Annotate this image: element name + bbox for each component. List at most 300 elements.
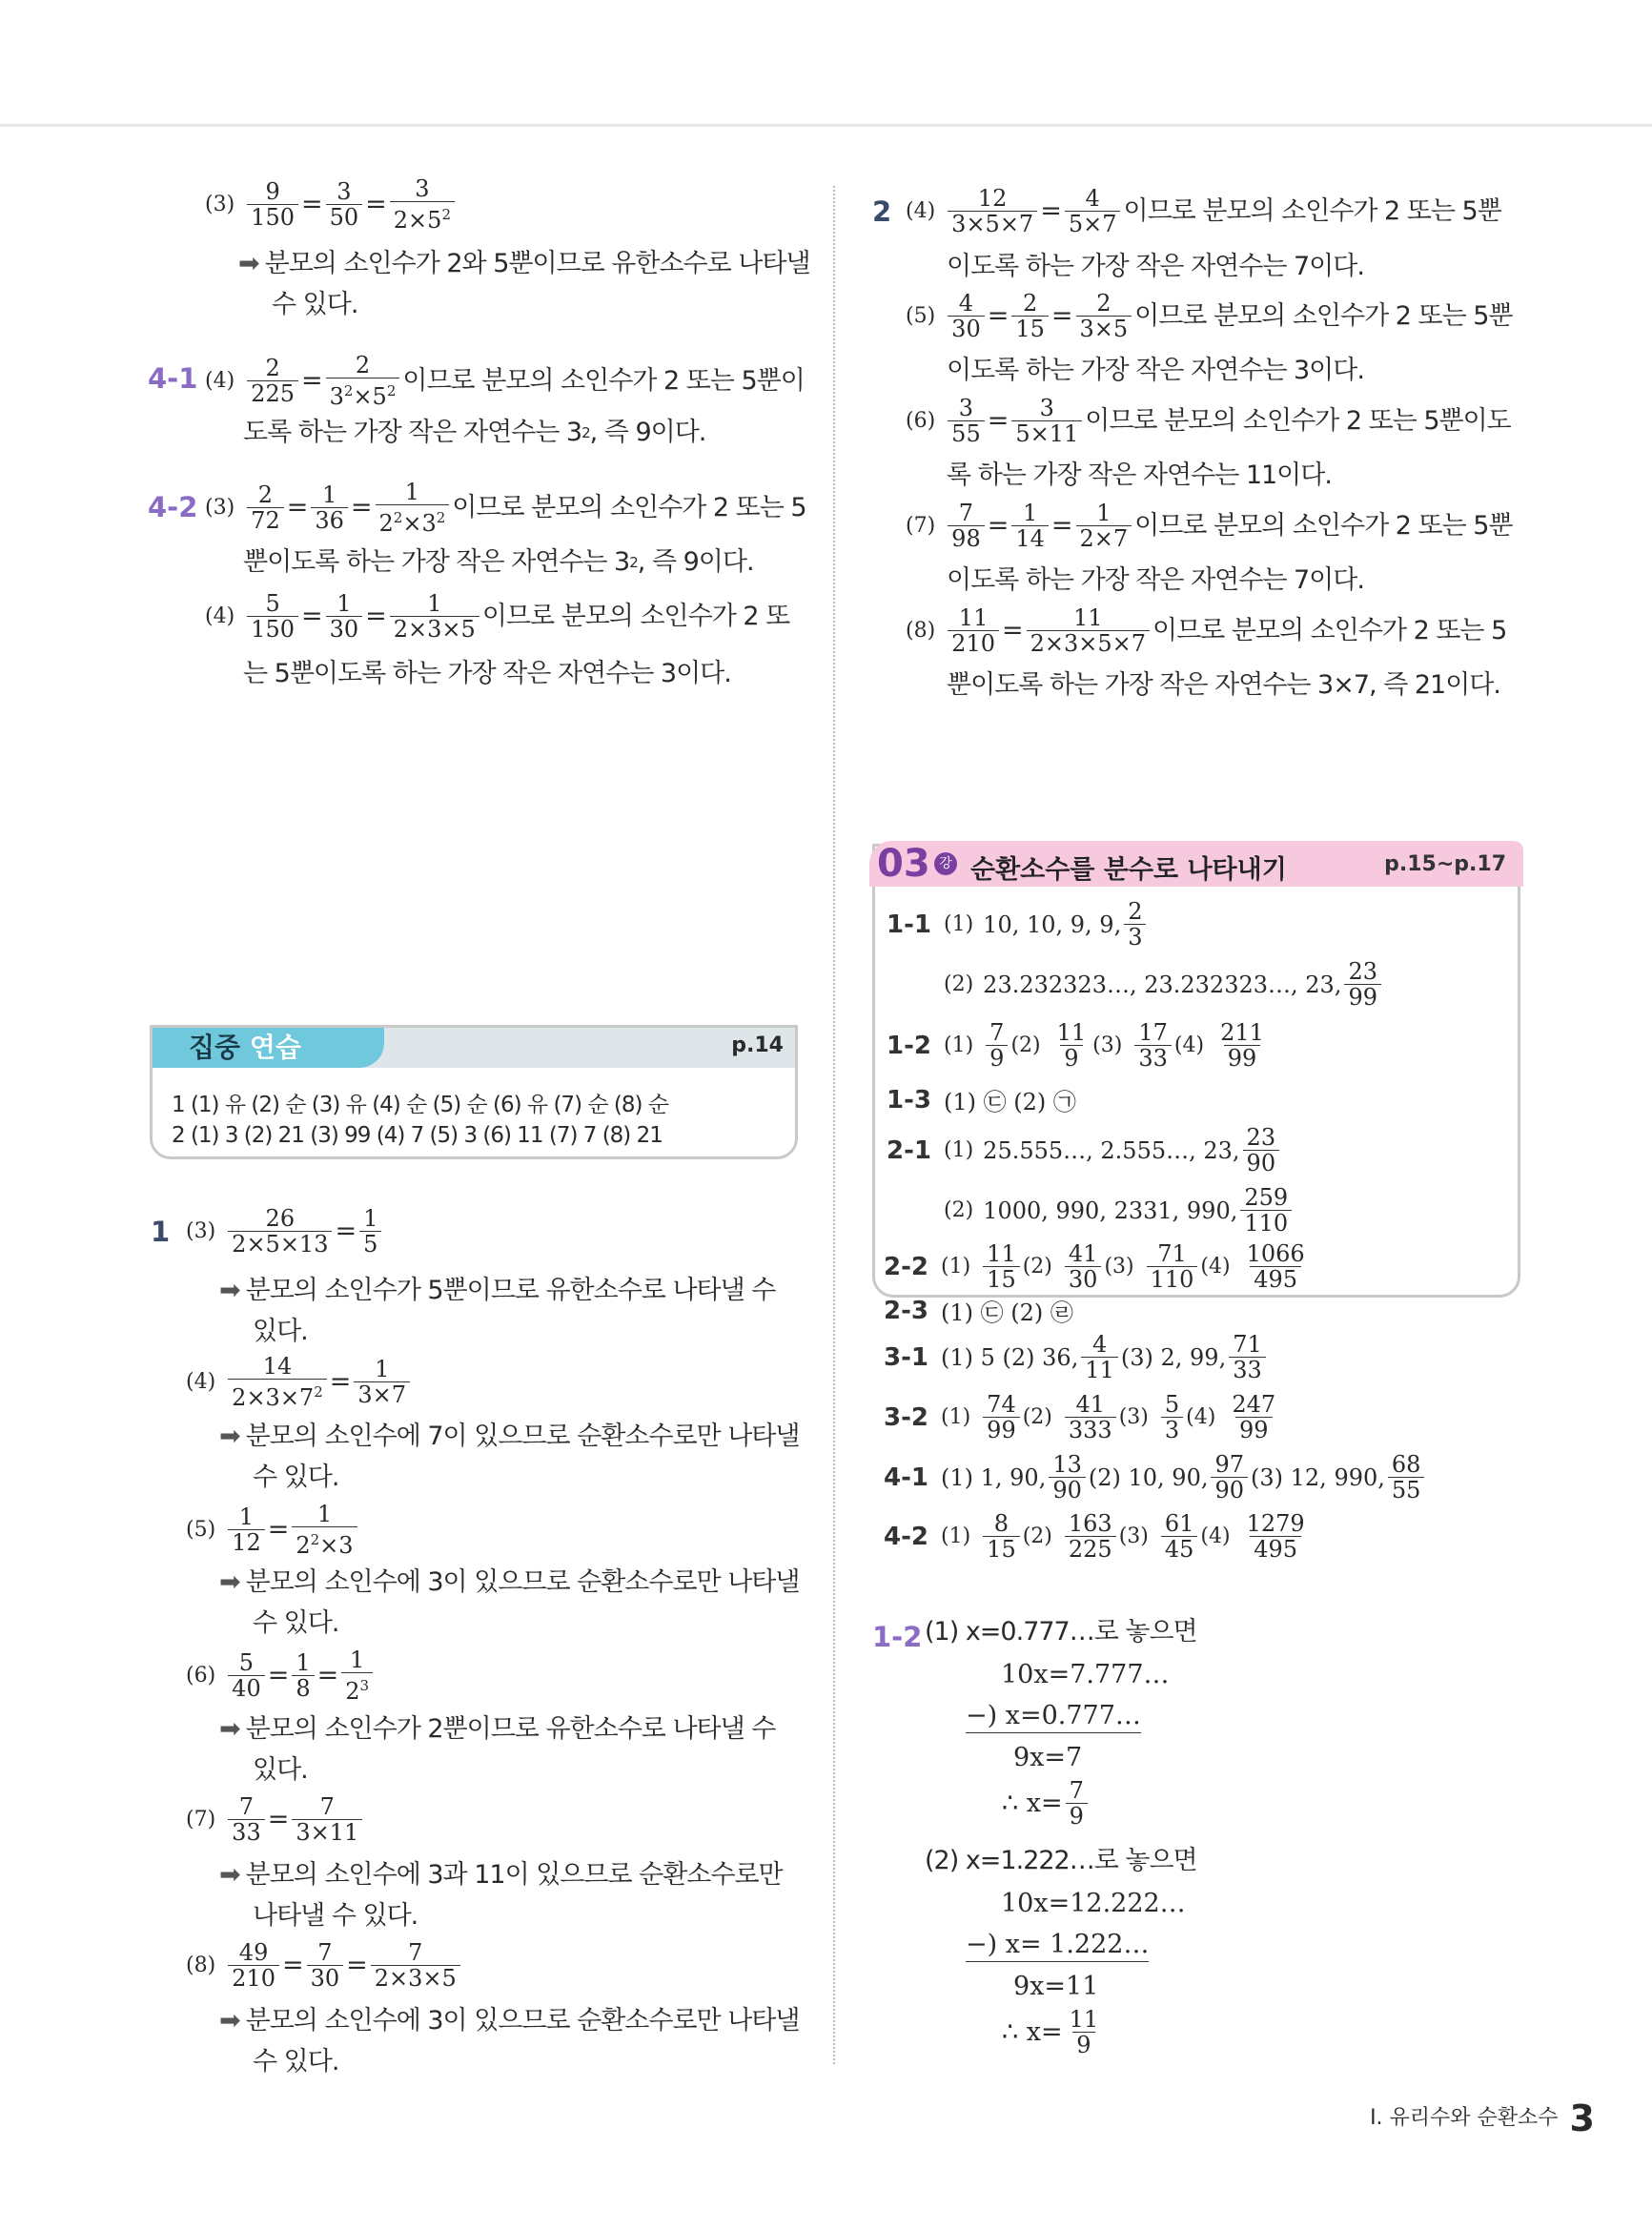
fraction: [1147, 1241, 1198, 1292]
text: , 즉 9이다.: [637, 547, 754, 577]
denominator: 3: [1161, 1417, 1183, 1442]
text: ∴ x=: [1002, 1788, 1063, 1818]
text: ∴ x=: [1002, 2016, 1063, 2047]
sub-label: (4): [1200, 1524, 1231, 1548]
fraction: [983, 1511, 1020, 1562]
fraction: [311, 482, 348, 533]
denominator: 3×7: [354, 1381, 410, 1407]
text-line: [947, 355, 1364, 387]
sub-label: (5): [906, 303, 936, 328]
sub-label: (8): [906, 618, 936, 643]
denominator: 210: [228, 1965, 279, 1991]
practice-title: [153, 1028, 384, 1068]
text: (1) ㉢ (2) ㉠: [944, 1089, 1076, 1115]
text: 이므로 분모의 소인수가 2 또는 5뿐이도: [1085, 405, 1511, 436]
exponent: 2: [441, 206, 451, 223]
calc-line: [1013, 1971, 1098, 2003]
numerator: 4: [1085, 185, 1100, 212]
fraction: [1211, 1452, 1248, 1503]
text-line: [219, 1421, 799, 1453]
sub-label: (3): [186, 1218, 216, 1243]
text-line: [219, 1275, 775, 1307]
arrow-icon: ➡: [238, 249, 259, 278]
base: 3: [329, 383, 344, 410]
numerator: 41: [1068, 1240, 1098, 1267]
text-line: [947, 460, 1332, 492]
numerator: 7: [319, 1793, 335, 1820]
base: 2×3×7: [232, 1384, 315, 1411]
numerator: 13: [1052, 1451, 1082, 1478]
sub-label: (1): [944, 1138, 974, 1162]
title-word: 집중: [189, 1032, 241, 1063]
sub-label: (2): [944, 972, 974, 996]
text-line: [238, 248, 810, 280]
denominator-base: 2×5: [393, 207, 442, 234]
eq-1-7: (7) $\frac{7}{33}$ = $\frac{7}{3\times 11}$: [186, 1794, 365, 1845]
text-line: [925, 1616, 1197, 1648]
section-answer-box: [872, 844, 1520, 1298]
denominator: 72: [247, 507, 284, 533]
denominator: 333: [1065, 1417, 1116, 1442]
denominator: 99: [1235, 1417, 1273, 1442]
sub-label: (4): [1200, 1255, 1231, 1279]
numerator: 71: [1157, 1240, 1187, 1267]
numerator: 1279: [1246, 1510, 1305, 1537]
numerator: 7: [989, 1019, 1005, 1046]
base: ×3: [402, 510, 437, 537]
denominator: 11: [1081, 1357, 1118, 1382]
text: 이므로 분모의 소인수가 2 또는 5뿐이: [402, 365, 805, 396]
answer-1-1: [887, 899, 1149, 950]
fraction: [359, 1206, 381, 1257]
fraction: [307, 1940, 344, 1991]
answer-id: 2-1: [887, 1135, 931, 1165]
numerator: 211: [1220, 1019, 1264, 1046]
denominator: 99: [983, 1417, 1020, 1442]
eq-1-3: (3) $\frac{26}{2\times 5\times 13}$ = $\frac{1}{5}$: [186, 1206, 384, 1257]
text-line: [272, 289, 357, 321]
numerator: 3: [337, 178, 352, 205]
fraction: [1161, 1392, 1183, 1442]
denominator: [376, 504, 450, 536]
sub-label: (4): [205, 604, 235, 628]
calc-line: [966, 1700, 1141, 1733]
denominator: 90: [1243, 1150, 1280, 1176]
answer-2-3: [884, 1294, 1073, 1327]
eq-4-2-4: (4) $\frac{5}{150}$ = $\frac{1}{30}$ = $\frac{1}{2\times 3\times 5}$ 이므로 분모의 소인수가 2 또: [205, 590, 790, 643]
fraction: [292, 1502, 357, 1558]
numerator: 1: [350, 1647, 365, 1673]
text-line: [243, 658, 731, 690]
sub-label: (6): [906, 408, 936, 433]
text-line: [253, 1607, 338, 1640]
text: 분모의 소인수에 7이 있으므로 순환소수로만 나타낼: [245, 1422, 800, 1451]
exponent: 2: [393, 509, 403, 526]
text: 이므로 분모의 소인수가 2 또는 5: [1152, 615, 1507, 645]
fraction: [326, 353, 400, 409]
denominator: 2×3×5: [371, 1965, 460, 1991]
sub-label: (1): [941, 1405, 971, 1429]
text: −) x= 1.222…: [966, 1930, 1150, 1959]
section-title: 순환소수를 분수로 나타내기: [970, 855, 1287, 885]
section-number: 03: [877, 842, 930, 886]
numerator: 1: [296, 1649, 311, 1676]
sub-label: (2): [1022, 1255, 1052, 1279]
numerator: 61: [1164, 1510, 1194, 1537]
fraction: [371, 1940, 460, 1991]
fraction: [1076, 291, 1132, 341]
denominator: 225: [247, 380, 298, 406]
sub-label: (2): [1022, 1524, 1052, 1548]
denominator: 3×5: [1076, 316, 1132, 341]
text-line: [253, 1754, 308, 1787]
sub-label: (1): [941, 1524, 971, 1548]
fraction: [247, 482, 284, 533]
text: (1) 5 (2) 36,: [941, 1343, 1079, 1371]
denominator: [326, 378, 400, 409]
numerator: 11: [1069, 2006, 1099, 2033]
sub-label: (4): [1173, 1033, 1205, 1057]
problem-number: 4-2: [148, 491, 198, 523]
arrow-icon: ➡: [219, 1422, 240, 1451]
eq-2-8: (8) $\frac{11}{210}$ = $\frac{11}{2\times 3\times 5\times 7}$ 이므로 분모의 소인수가 2 또는 5: [906, 604, 1507, 657]
numerator: 17: [1138, 1019, 1168, 1046]
exponent: 3: [359, 1677, 370, 1694]
denominator: 55: [1388, 1477, 1425, 1503]
denominator: 90: [1049, 1477, 1086, 1503]
calc-line: [1013, 1742, 1082, 1774]
numerator: 163: [1068, 1510, 1112, 1537]
exponent: 2: [436, 509, 446, 526]
denominator: 15: [1011, 316, 1049, 341]
fraction: [292, 1794, 362, 1845]
fraction: [1011, 396, 1082, 446]
numerator: 9: [265, 178, 280, 205]
numerator: 4: [958, 290, 974, 317]
denominator: 15: [983, 1266, 1020, 1292]
text: 수 있다.: [272, 290, 358, 319]
fraction: [1124, 899, 1146, 950]
fraction: [1066, 2007, 1103, 2057]
text: 이므로 분모의 소인수가 2 또는 5뿐: [1134, 510, 1513, 541]
denominator: 30: [948, 316, 985, 341]
denominator: 30: [326, 616, 363, 642]
eq-4-1-4: (4) $\frac{2}{225}$ = $\frac{2}{3^2\times 5^2}$ 이므로 분모의 소인수가 2 또는 5뿐이: [205, 352, 805, 410]
text-line: [253, 2046, 338, 2078]
fraction: [1011, 501, 1049, 551]
answer-4-1: [884, 1452, 1427, 1503]
base: 2: [345, 1678, 360, 1705]
denominator: 12: [228, 1529, 265, 1555]
denominator: 3×11: [292, 1819, 362, 1845]
numerator: 1: [238, 1504, 255, 1530]
arrow-icon: ➡: [219, 1860, 240, 1890]
calc-line: [1002, 2007, 1105, 2057]
denominator: [292, 1526, 357, 1558]
title-word: 연습: [249, 1032, 301, 1063]
denominator: 50: [326, 204, 363, 230]
numerator: 14: [262, 1353, 293, 1380]
page-number: 3: [1569, 2097, 1595, 2139]
numerator: 1: [1022, 500, 1038, 526]
denominator: 495: [1250, 1266, 1301, 1292]
fraction: [1161, 1511, 1198, 1562]
eq-2-7: (7) $\frac{7}{98}$ = $\frac{1}{14}$ = $\frac{1}{2\times 7}$ 이므로 분모의 소인수가 2 또는 5뿐: [906, 500, 1513, 552]
eq-2-5: (5) $\frac{4}{30}$ = $\frac{2}{15}$ = $\frac{2}{3\times 5}$ 이므로 분모의 소인수가 2 또는 5뿐: [906, 290, 1513, 342]
text: (2) x=1.222…로 놓으면: [925, 1846, 1197, 1875]
numerator: 71: [1233, 1331, 1262, 1358]
text: 분모의 소인수가 2와 5뿐이므로 유한소수로 나타낼: [264, 249, 810, 278]
numerator: 12: [977, 185, 1008, 212]
numerator: 11: [1073, 604, 1103, 631]
base: 2: [296, 1532, 311, 1559]
text-line: [253, 1316, 308, 1348]
text: (3) 12, 990,: [1251, 1463, 1385, 1491]
numerator: 97: [1214, 1451, 1245, 1478]
fraction: [948, 186, 1037, 236]
fraction: [390, 591, 479, 642]
text: , 즉 9이다.: [589, 418, 706, 447]
text: 10x=12.222…: [1001, 1889, 1186, 1918]
denominator: [390, 201, 455, 233]
denominator: 90: [1211, 1477, 1248, 1503]
denominator: 98: [948, 525, 985, 551]
numerator: 7: [1069, 1777, 1084, 1804]
denominator: 5×11: [1011, 420, 1082, 446]
text: 수 있다.: [253, 1608, 339, 1638]
numerator: 11: [958, 604, 989, 631]
text: 뿐이도록 하는 가장 작은 자연수는 3: [243, 547, 630, 577]
denominator: 45: [1161, 1536, 1198, 1562]
denominator: 33: [228, 1819, 265, 1845]
text: 이도록 하는 가장 작은 자연수는 3이다.: [947, 356, 1364, 385]
numerator: 74: [987, 1391, 1016, 1418]
text-line: [219, 1713, 775, 1746]
numerator: 23: [1348, 958, 1377, 985]
sub-label: (7): [906, 513, 936, 538]
fraction: [1243, 1125, 1280, 1176]
text: 분모의 소인수에 3이 있으므로 순환소수로만 나타낼: [245, 1567, 800, 1597]
text: 9x=7: [1013, 1743, 1083, 1772]
numerator: 2: [257, 481, 274, 508]
eq-4-0-3: (3) $\frac{9}{150}$ = $\frac{3}{50}$ = $\frac{3}{2\times 5^2}$: [205, 176, 458, 233]
sub-label: (2): [1010, 1033, 1041, 1057]
denominator: 150: [247, 204, 298, 230]
text-line: [243, 417, 705, 449]
base: ×5: [353, 383, 387, 410]
answer-2-1: [887, 1125, 1282, 1176]
sub-label: (4): [906, 198, 936, 223]
numerator: 2: [265, 355, 280, 381]
answer-3-1: [884, 1332, 1269, 1382]
text-line: [219, 1859, 783, 1892]
numerator: 7: [958, 500, 974, 526]
text: 있다.: [253, 1755, 308, 1785]
fraction: [228, 1650, 265, 1701]
numerator: 247: [1232, 1391, 1276, 1418]
fraction: [376, 480, 450, 536]
text: 도록 하는 가장 작은 자연수는 3: [243, 418, 582, 447]
fraction: [1065, 1392, 1116, 1442]
problem-number: 1: [151, 1216, 171, 1248]
denominator: 110: [1147, 1266, 1198, 1292]
fraction: [1243, 1241, 1309, 1292]
section-badge: 강: [934, 852, 957, 875]
exponent: 2: [629, 554, 638, 571]
fraction: [948, 501, 985, 551]
sub-label: (7): [186, 1807, 216, 1831]
denominator: 55: [948, 420, 985, 446]
eq-1-8: (8) $\frac{49}{210}$ = $\frac{7}{30}$ = $\frac{7}{2\times 3\times 5}$: [186, 1940, 463, 1991]
arrow-icon: ➡: [219, 1567, 240, 1597]
text: 이도록 하는 가장 작은 자연수는 7이다.: [947, 565, 1364, 595]
text: (3) 2, 99,: [1120, 1343, 1227, 1371]
numerator: 5: [1164, 1391, 1180, 1418]
denominator: 33: [1134, 1045, 1172, 1071]
denominator: [228, 1379, 327, 1410]
numerator: 5: [238, 1649, 255, 1676]
denominator: 99: [1224, 1045, 1261, 1071]
denominator: 110: [1240, 1210, 1292, 1236]
answer-id: 3-1: [884, 1342, 928, 1372]
text: 이므로 분모의 소인수가 2 또는 5뿐: [1134, 300, 1513, 331]
calc-line: [1002, 1778, 1091, 1829]
fraction: [228, 1354, 327, 1410]
answer-id: 4-2: [884, 1522, 928, 1551]
text-line: [219, 1566, 799, 1599]
denominator: 2×5×13: [228, 1231, 332, 1257]
answer-1-2: [887, 1020, 1271, 1071]
text-line: [947, 669, 1500, 702]
denominator: 150: [247, 616, 298, 642]
fraction: [292, 1650, 314, 1701]
sub-label: (2): [944, 1198, 974, 1222]
fraction: [1053, 1020, 1091, 1071]
fraction: [1065, 1511, 1116, 1562]
eq-4-2-3: (3) $\frac{2}{72}$ = $\frac{1}{36}$ = $\frac{1}{2^2\times 3^2}$ 이므로 분모의 소인수가 2 또는 5: [205, 479, 806, 537]
numerator: 2: [1128, 898, 1143, 925]
numerator: 7: [238, 1793, 255, 1820]
numerator: 1: [404, 479, 420, 505]
numerator: 7: [408, 1939, 423, 1966]
numerator: 1: [337, 590, 352, 617]
fraction: [228, 1940, 279, 1991]
text-line: [947, 251, 1364, 283]
denominator: 2×3×5×7: [1027, 630, 1150, 656]
numerator: 26: [265, 1205, 296, 1232]
fraction: [1049, 1452, 1086, 1503]
denominator: 225: [1065, 1536, 1116, 1562]
numerator: 68: [1391, 1451, 1421, 1478]
fraction: [1011, 291, 1049, 341]
numerator: 4: [1091, 1331, 1108, 1358]
column-separator: [833, 186, 835, 2064]
fraction: [1243, 1511, 1309, 1562]
answer-id: 4-1: [884, 1463, 928, 1492]
denominator: 36: [311, 507, 348, 533]
eq-2-6: (6) $\frac{3}{55}$ = $\frac{3}{5\times 11}$ 이므로 분모의 소인수가 2 또는 5뿐이도: [906, 395, 1511, 447]
answer-2-2: [884, 1241, 1312, 1292]
answer-1-3: [887, 1083, 1076, 1116]
fraction: [1240, 1185, 1292, 1236]
fraction: [1388, 1452, 1425, 1503]
fraction: [948, 396, 985, 446]
eq-2-4: (4) $\frac{12}{3\times 5\times 7}$ = $\frac{4}{5\times 7}$ 이므로 분모의 소인수가 2 또는 5뿐: [906, 185, 1501, 237]
sub-label: (1): [941, 1255, 971, 1279]
text: 분모의 소인수가 5뿐이므로 유한소수로 나타낼 수: [245, 1276, 776, 1305]
answer-id: 3-2: [884, 1402, 928, 1432]
text: (2) 10, 90,: [1088, 1463, 1209, 1491]
chapter-label: I. 유리수와 순환소수: [1370, 2106, 1559, 2130]
denominator: 2×7: [1076, 525, 1132, 551]
denominator: 30: [307, 1965, 344, 1991]
numerator: 5: [265, 590, 280, 617]
denominator: 30: [1065, 1266, 1102, 1292]
fraction: [1228, 1392, 1279, 1442]
fraction: [1076, 501, 1132, 551]
text: 23.232323…, 23.232323…, 23,: [983, 971, 1342, 998]
text: 이므로 분모의 소인수가 2 또는 5: [452, 492, 806, 522]
text: 이도록 하는 가장 작은 자연수는 7이다.: [947, 252, 1364, 281]
numerator: 2: [1096, 290, 1112, 317]
answer-1-1-b: [944, 959, 1384, 1010]
sub-label: (5): [186, 1517, 216, 1542]
denominator: 99: [1344, 984, 1381, 1010]
denominator: 40: [228, 1675, 265, 1701]
fraction: [983, 1241, 1020, 1292]
numerator: 1: [427, 590, 442, 617]
sub-label: (8): [186, 1953, 216, 1977]
fraction: [986, 1020, 1008, 1071]
fraction: [1216, 1020, 1268, 1071]
text: 분모의 소인수에 3과 11이 있으므로 순환소수로만: [245, 1860, 783, 1890]
sub-label: (4): [186, 1369, 216, 1394]
fraction: [247, 179, 298, 230]
problem-number: 2: [872, 195, 892, 228]
fraction: [390, 176, 455, 233]
denominator: 9: [1060, 1045, 1082, 1071]
numerator: 2: [1022, 290, 1038, 317]
text: 25.555…, 2.555…, 23,: [983, 1136, 1240, 1164]
sub-label: (3): [1118, 1405, 1149, 1429]
numerator: 11: [1056, 1019, 1087, 1046]
denominator: 5×7: [1065, 211, 1121, 236]
text: 있다.: [253, 1317, 308, 1346]
text-line: [243, 546, 754, 579]
numerator: 7: [317, 1939, 333, 1966]
denominator: 33: [1229, 1357, 1266, 1382]
fraction: [1081, 1332, 1118, 1382]
text: 이므로 분모의 소인수가 2 또는 5뿐: [1123, 195, 1501, 226]
answer-id: 1-2: [887, 1031, 931, 1060]
denominator: 14: [1011, 525, 1049, 551]
eq-1-4: (4) $\frac{14}{2\times 3\times 7^2}$ = $\frac{1}{3\times 7}$: [186, 1354, 413, 1410]
page-ref: p.15~p.17: [1384, 852, 1506, 876]
denominator: 2×3×5: [390, 616, 479, 642]
sub-label: (6): [186, 1663, 216, 1688]
denominator: 9: [986, 1045, 1008, 1071]
numerator: 1066: [1246, 1240, 1305, 1267]
sub-label: (3): [1118, 1524, 1149, 1548]
exponent: 2: [314, 1383, 323, 1401]
arrow-icon: ➡: [219, 1276, 240, 1305]
fraction: [228, 1206, 332, 1257]
numerator: 1: [321, 481, 337, 508]
answer-3-2: [884, 1392, 1282, 1442]
fraction: [1066, 1778, 1088, 1829]
denominator: 5: [359, 1231, 381, 1257]
text: 10, 10, 9, 9,: [983, 910, 1122, 938]
